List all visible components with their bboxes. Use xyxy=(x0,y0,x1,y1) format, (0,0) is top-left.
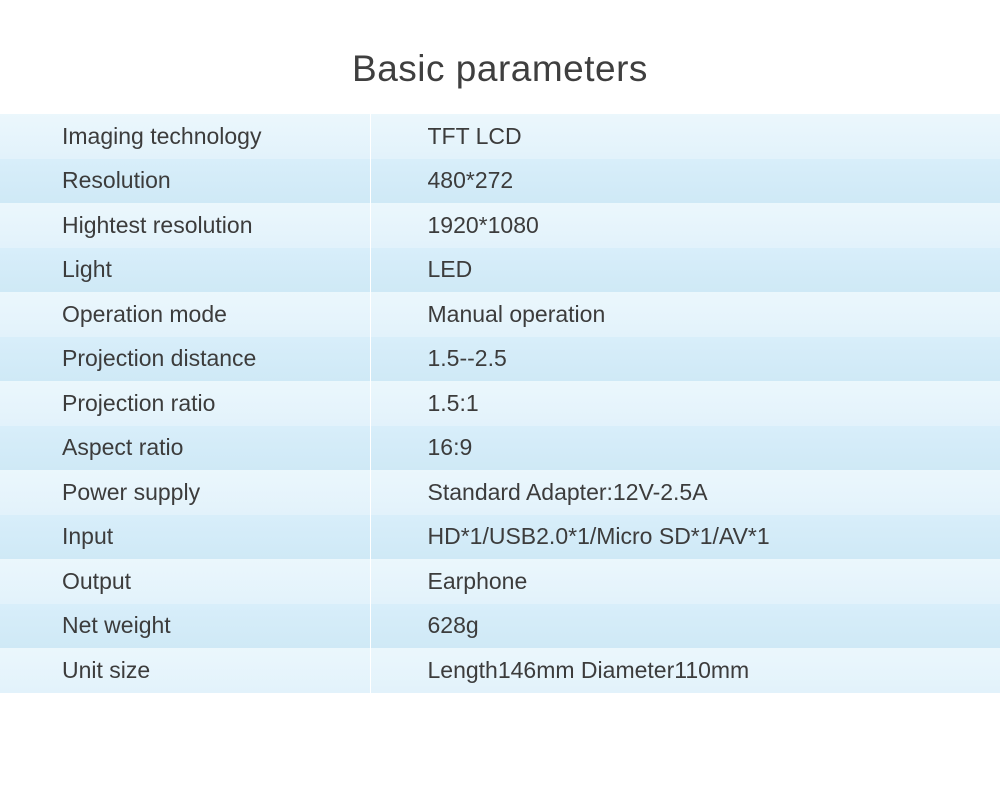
specifications-table-body xyxy=(0,114,1000,693)
spec-value: Earphone xyxy=(370,559,1000,604)
table-row xyxy=(0,648,1000,693)
spec-value: 16:9 xyxy=(370,426,1000,471)
table-row xyxy=(0,248,1000,293)
table-row xyxy=(0,470,1000,515)
table-row xyxy=(0,381,1000,426)
spec-value: 1920*1080 xyxy=(370,203,1000,248)
spec-label: Input xyxy=(0,515,370,560)
spec-value: LED xyxy=(370,248,1000,293)
spec-label: Projection ratio xyxy=(0,381,370,426)
table-row xyxy=(0,292,1000,337)
spec-label: Light xyxy=(0,248,370,293)
spec-value: HD*1/USB2.0*1/Micro SD*1/AV*1 xyxy=(370,515,1000,560)
table-row xyxy=(0,203,1000,248)
spec-label: Unit size xyxy=(0,648,370,693)
spec-label: Net weight xyxy=(0,604,370,649)
spec-value: 1.5:1 xyxy=(370,381,1000,426)
spec-label: Aspect ratio xyxy=(0,426,370,471)
spec-value: 480*272 xyxy=(370,159,1000,204)
spec-label: Projection distance xyxy=(0,337,370,382)
page-title: Basic parameters xyxy=(352,48,648,89)
table-row xyxy=(0,515,1000,560)
spec-value: Manual operation xyxy=(370,292,1000,337)
table-row xyxy=(0,604,1000,649)
spec-label: Output xyxy=(0,559,370,604)
spec-value: 628g xyxy=(370,604,1000,649)
spec-label: Imaging technology xyxy=(0,114,370,159)
table-row xyxy=(0,337,1000,382)
table-row xyxy=(0,426,1000,471)
spec-label: Hightest resolution xyxy=(0,203,370,248)
table-row xyxy=(0,114,1000,159)
spec-value: TFT LCD xyxy=(370,114,1000,159)
specifications-table xyxy=(0,114,1000,693)
spec-value: 1.5--2.5 xyxy=(370,337,1000,382)
table-row xyxy=(0,559,1000,604)
spec-label: Operation mode xyxy=(0,292,370,337)
spec-value: Standard Adapter:12V-2.5A xyxy=(370,470,1000,515)
spec-label: Power supply xyxy=(0,470,370,515)
spec-value: Length146mm Diameter110mm xyxy=(370,648,1000,693)
table-row xyxy=(0,159,1000,204)
spec-label: Resolution xyxy=(0,159,370,204)
